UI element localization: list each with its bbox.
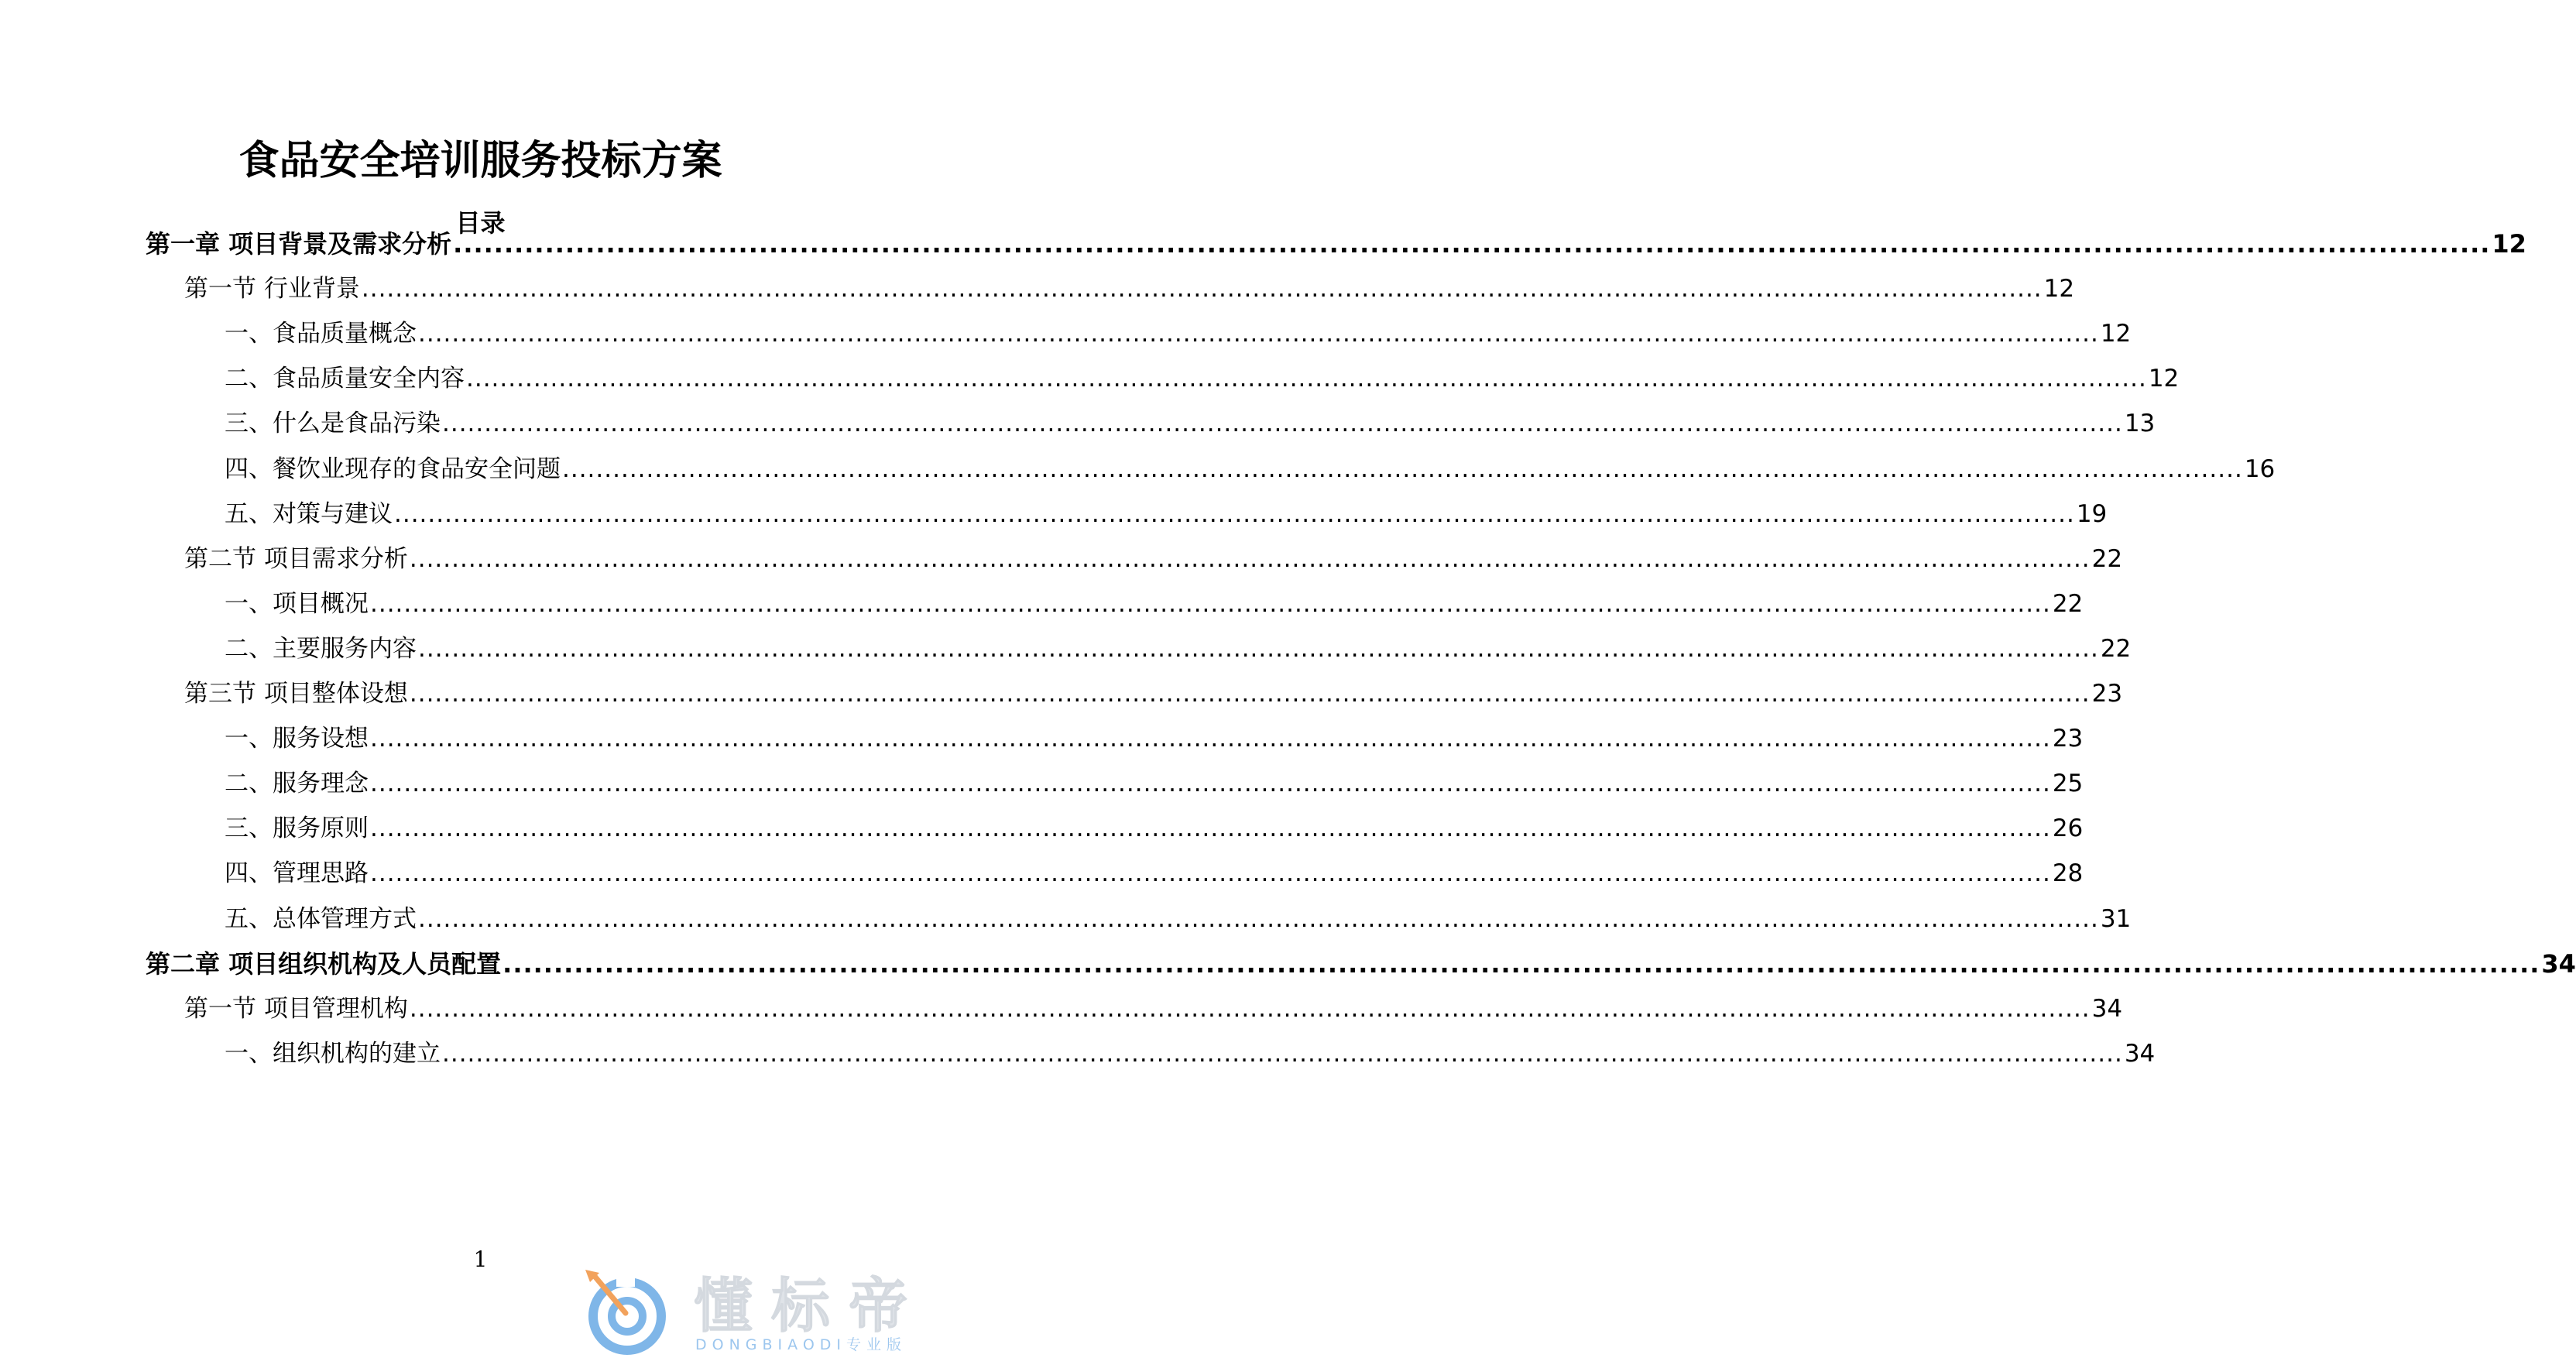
toc-entry-text: 一、项目概况 xyxy=(225,590,369,618)
toc-entry[interactable] xyxy=(225,1037,2156,1071)
toc-leader-dots: ........................................................................................................................................................................................................ xyxy=(418,635,2099,663)
toc-entry[interactable] xyxy=(184,677,2123,711)
toc-leader-dots: ........................................................................................................................................................................................................ xyxy=(370,590,2051,618)
toc-entry-text: 二、主要服务内容 xyxy=(225,635,417,663)
toc-entry-page: 22 xyxy=(2100,635,2132,663)
toc-entry-page: 26 xyxy=(2052,814,2084,842)
toc-leader-dots: ........................................................................................................................................................................................................ xyxy=(370,859,2051,887)
toc-entry[interactable] xyxy=(184,992,2123,1026)
toc-heading: 目录 xyxy=(455,208,506,238)
toc-entry-text: 第二章 项目组织机构及人员配置 xyxy=(146,949,502,979)
toc-entry[interactable] xyxy=(225,587,2084,621)
toc-entry-page: 23 xyxy=(2052,725,2084,753)
toc-entry-page: 34 xyxy=(2124,1040,2156,1068)
toc-leader-dots: ........................................................................................................................................................................................................ xyxy=(503,949,2540,979)
toc-leader-dots: ........................................................................................................................................................................................................ xyxy=(361,275,2043,303)
toc-leader-dots: ........................................................................................................................................................................................................ xyxy=(453,229,2491,259)
toc-entry-text: 第二节 项目需求分析 xyxy=(184,545,408,573)
watermark xyxy=(579,1270,943,1355)
toc-entry[interactable] xyxy=(225,722,2084,756)
toc-entry[interactable] xyxy=(146,947,2576,981)
toc-entry-page: 12 xyxy=(2148,365,2180,393)
toc-entry-text: 一、服务设想 xyxy=(225,725,369,753)
toc-entry-text: 第一节 项目管理机构 xyxy=(184,995,408,1023)
toc-leader-dots: ........................................................................................................................................................................................................ xyxy=(409,545,2091,573)
toc-entry[interactable] xyxy=(225,766,2084,801)
toc-entry-page: 22 xyxy=(2052,590,2084,618)
toc-leader-dots: ........................................................................................................................................................................................................ xyxy=(370,814,2051,842)
toc-entry[interactable] xyxy=(184,272,2075,306)
toc-entry-page: 12 xyxy=(2100,320,2132,348)
watermark-brand-name: 懂标帝 xyxy=(694,1271,926,1340)
target-logo-icon xyxy=(579,1270,672,1358)
toc-entry[interactable] xyxy=(225,902,2132,936)
toc-entry[interactable] xyxy=(146,227,2526,261)
toc-entry[interactable] xyxy=(225,362,2180,396)
document-title: 食品安全培训服务投标方案 xyxy=(238,138,722,184)
watermark-subtitle: DONGBIAODI专业版 xyxy=(695,1336,907,1353)
toc-leader-dots: ........................................................................................................................................................................................................ xyxy=(466,365,2147,393)
toc-entry-text: 第一章 项目背景及需求分析 xyxy=(146,229,452,259)
toc-leader-dots: ........................................................................................................................................................................................................ xyxy=(562,455,2243,483)
toc-entry-text: 三、服务原则 xyxy=(225,814,369,842)
toc-entry-page: 28 xyxy=(2052,859,2084,887)
toc-leader-dots: ........................................................................................................................................................................................................ xyxy=(418,320,2099,348)
toc-entry-text: 第一节 行业背景 xyxy=(184,275,360,303)
toc-entry-page: 34 xyxy=(2091,995,2123,1023)
toc-entry-page: 34 xyxy=(2541,949,2576,979)
toc-entry-text: 一、组织机构的建立 xyxy=(225,1040,441,1068)
toc-leader-dots: ........................................................................................................................................................................................................ xyxy=(409,680,2091,708)
toc-entry-page: 31 xyxy=(2100,905,2132,933)
toc-leader-dots: ........................................................................................................................................................................................................ xyxy=(370,770,2051,797)
page-number: 1 xyxy=(473,1247,488,1272)
toc-entry-text: 三、什么是食品污染 xyxy=(225,410,441,437)
toc-leader-dots: ........................................................................................................................................................................................................ xyxy=(442,410,2123,437)
toc-entry-text: 四、餐饮业现存的食品安全问题 xyxy=(225,455,561,483)
toc-entry-page: 25 xyxy=(2052,770,2084,797)
toc-entry[interactable] xyxy=(225,497,2108,531)
toc-entry-page: 19 xyxy=(2076,500,2108,528)
toc-entry-text: 二、服务理念 xyxy=(225,770,369,797)
toc-entry[interactable] xyxy=(225,856,2084,890)
toc-entry-text: 五、总体管理方式 xyxy=(225,905,417,933)
toc-leader-dots: ........................................................................................................................................................................................................ xyxy=(409,995,2091,1023)
toc-entry[interactable] xyxy=(225,452,2276,486)
toc-entry-page: 12 xyxy=(2043,275,2075,303)
toc-leader-dots: ........................................................................................................................................................................................................ xyxy=(394,500,2075,528)
toc-entry[interactable] xyxy=(184,542,2123,576)
toc-entry[interactable] xyxy=(225,811,2084,845)
toc-leader-dots: ........................................................................................................................................................................................................ xyxy=(442,1040,2123,1068)
toc-entry-page: 12 xyxy=(2492,229,2526,259)
toc-entry-text: 第三节 项目整体设想 xyxy=(184,680,408,708)
toc-entry-text: 四、管理思路 xyxy=(225,859,369,887)
toc-entry[interactable] xyxy=(225,406,2156,441)
toc-entry[interactable] xyxy=(225,632,2132,666)
toc-entry-page: 23 xyxy=(2091,680,2123,708)
toc-entry-text: 二、食品质量安全内容 xyxy=(225,365,465,393)
toc-entry-page: 16 xyxy=(2244,455,2276,483)
toc-entry-text: 一、食品质量概念 xyxy=(225,320,417,348)
toc-entry-page: 13 xyxy=(2124,410,2156,437)
toc-leader-dots: ........................................................................................................................................................................................................ xyxy=(418,905,2099,933)
toc-entry-page: 22 xyxy=(2091,545,2123,573)
toc-entry-text: 五、对策与建议 xyxy=(225,500,393,528)
toc-entry[interactable] xyxy=(225,317,2132,351)
toc-leader-dots: ........................................................................................................................................................................................................ xyxy=(370,725,2051,753)
